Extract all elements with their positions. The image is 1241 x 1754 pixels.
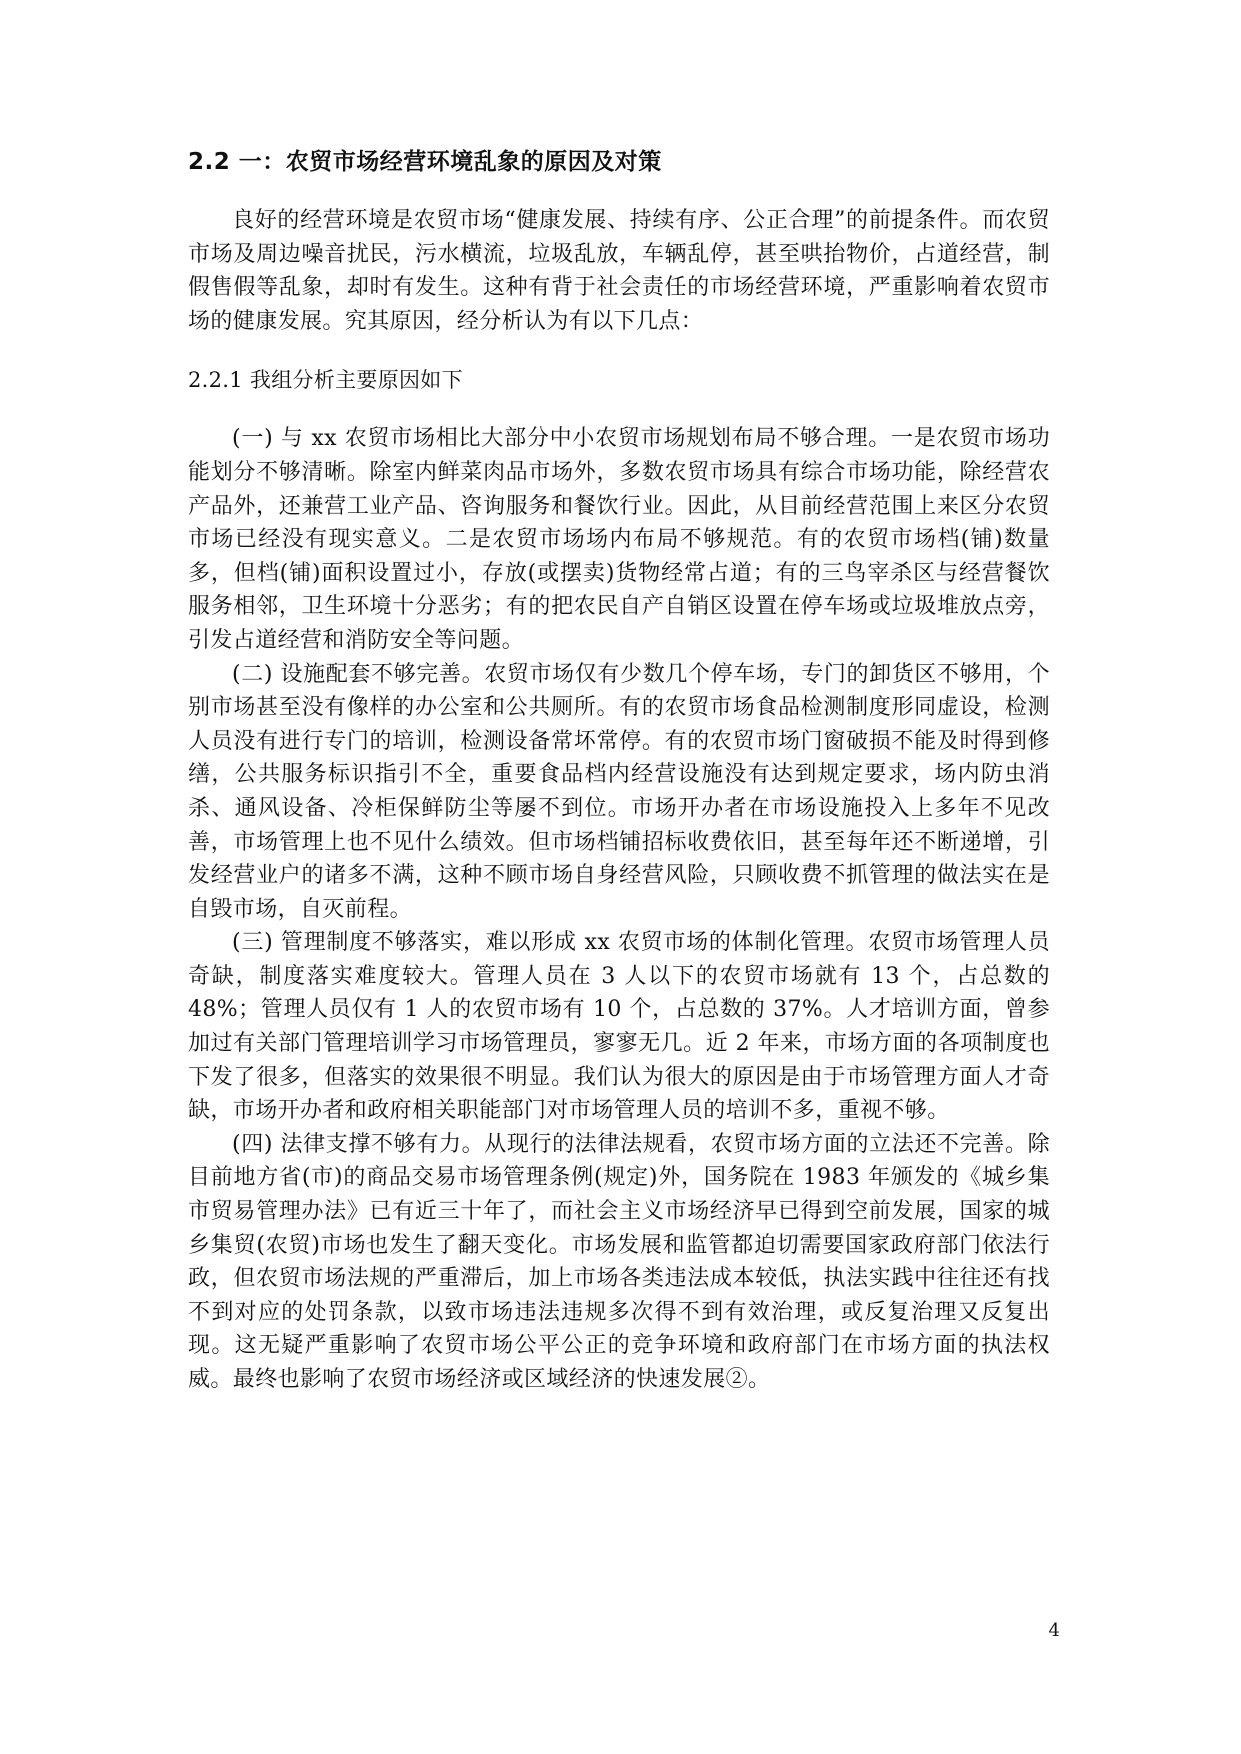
- intro-paragraph: 良好的经营环境是农贸市场“健康发展、持续有序、公正合理”的前提条件。而农贸市场及周边噪音扰民，污水横流，垃圾乱放，车辆乱停，甚至哄抬物价，占道经营，制假售假等乱象，却时有发生。这种有背于社会责任的市场经营环境，严重影响着农贸市场的健康发展。究其原因，经分析认为有以下几点：: [188, 208, 1050, 334]
- paragraph-facilities: (二) 设施配套不够完善。农贸市场仅有少数几个停车场，专门的卸货区不够用，个别市场甚至没有像样的办公室和公共厕所。有的农贸市场食品检测制度形同虚设，检测人员没有进行专门的培训，检测设备常坏常停。有的农贸市场门窗破损不能及时得到修缮，公共服务标识指引不全，重要食品档内经营设施没有达到规定要求，场内防虫消杀、通风设备、冷柜保鲜防尘等屡不到位。市场开办者在市场设施投入上多年不见改善，市场管理上也不见什么绩效。但市场档铺招标收费依旧，甚至每年还不断递增，引发经营业户的诸多不满，这种不顾市场自身经营风险，只顾收费不抓管理的做法实在是自毁市场，自灭前程。: [188, 661, 1050, 922]
- paragraph-legal: (四) 法律支撑不够有力。从现行的法律法规看，农贸市场方面的立法还不完善。除目前地方省(市)的商品交易市场管理条例(规定)外，国务院在 1983 年颁发的《城乡集市贸易管理办法》已有近三十年了，而社会主义市场经济早已得到空前发展，国家的城乡集贸(农贸)市场也发生了翻天变化。市场发展和监管都迫切需要国家政府部门依法行政，但农贸市场法规的严重滞后，加上市场各类违法成本较低，执法实践中往往还有找不到对应的处罚条款，以致市场违法违规多次得不到有效治理，或反复治理又反复出现。这无疑严重影响了农贸市场公平公正的竞争环境和政府部门在市场方面的执法权威。最终也影响了农贸市场经济或区域经济的快速发展②。: [188, 1131, 1050, 1392]
- page-number: 4: [1048, 1620, 1060, 1641]
- paragraph-layout: (一) 与 xx 农贸市场相比大部分中小农贸市场规划布局不够合理。一是农贸市场功能划分不够清晰。除室内鲜菜肉品市场外，多数农贸市场具有综合市场功能，除经营农产品外，还兼营工业产品、咨询服务和餐饮行业。因此，从目前经营范围上来区分农贸市场已经没有现实意义。二是农贸市场场内布局不够规范。有的农贸市场档(铺)数量多，但档(铺)面积设置过小，存放(或摆卖)货物经常占道；有的三鸟宰杀区与经营餐饮服务相邻，卫生环境十分恶劣；有的把农民自产自销区设置在停车场或垃圾堆放点旁，引发占道经营和消防安全等问题。: [188, 426, 1050, 653]
- paragraph-management: (三) 管理制度不够落实，难以形成 xx 农贸市场的体制化管理。农贸市场管理人员奇缺，制度落实难度较大。管理人员在 3 人以下的农贸市场就有 13 个，占总数的 48%；管理人员仅有 1 人的农贸市场有 10 个，占总数的 37%。人才培训方面，曾参加过有关部门管理培训学习市场管理员，寥寥无几。近 2 年来，市场方面的各项制度也下发了很多，但落实的效果很不明显。我们认为很大的原因是由于市场管理方面人才奇缺，市场开办者和政府相关职能部门对市场管理人员的培训不多，重视不够。: [188, 930, 1050, 1124]
- document-body: [188, 146, 1050, 1397]
- subsection-heading: 2.2.1 我组分析主要原因如下: [188, 368, 463, 393]
- section-heading: 2.2 一：农贸市场经营环境乱象的原因及对策: [188, 149, 662, 175]
